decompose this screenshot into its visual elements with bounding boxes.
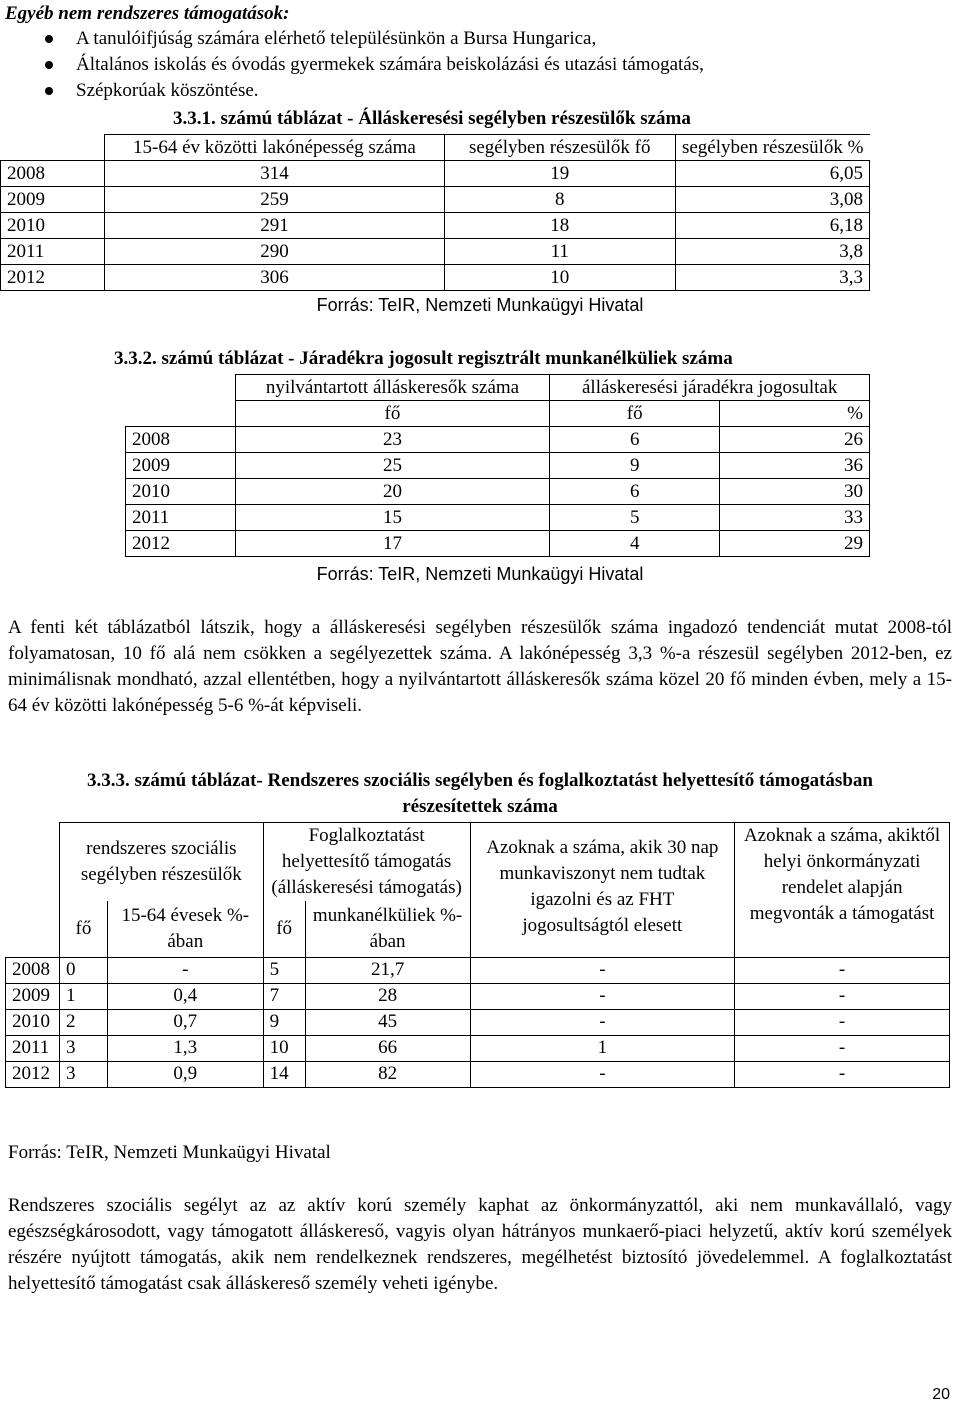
bullet-list (0, 26, 704, 104)
table-row: 2008 314 19 6,05 (1, 161, 870, 187)
table-row: 2012 306 10 3,3 (1, 265, 870, 291)
table2-source: Forrás: TeIR, Nemzeti Munkaügyi Hivatal (316, 564, 644, 584)
table3-subheader: fő (59, 901, 107, 957)
table-row: 2011 15 5 33 (126, 505, 870, 531)
table3-source: Forrás: TeIR, Nemzeti Munkaügyi Hivatal (8, 1142, 331, 1163)
table2 (125, 374, 870, 557)
list-item: Általános iskolás és óvodás gyermekek számára beiskolázási és utazási támogatás, (0, 52, 704, 78)
table-row: 2011 3 1,3 10 66 1 - (6, 1035, 950, 1061)
table3 (5, 822, 950, 1088)
table3-group-header: Azoknak a száma, akiktől helyi önkormányzati rendelet alapján megvonták a támogatást (735, 823, 950, 958)
table3-group-header: Foglalkoztatást helyettesítő támogatás (álláskeresési támogatás) (263, 823, 470, 902)
table-row: 2011 290 11 3,8 (1, 239, 870, 265)
section-title: Egyéb nem rendszeres támogatások: (5, 3, 290, 24)
table1-title: 3.3.1. számú táblázat - Álláskeresési segélyben részesülők száma (173, 108, 691, 129)
table2-header: nyilvántartott álláskeresők száma (235, 375, 550, 401)
table1-header: segélyben részesülők % (675, 135, 869, 161)
table2-subheader: fő (550, 401, 720, 427)
table3-subheader: munkanélküliek %-ában (305, 901, 470, 957)
table-row: 2012 3 0,9 14 82 - - (6, 1061, 950, 1087)
table-row: 2009 259 8 3,08 (1, 187, 870, 213)
table1-corner (1, 135, 105, 161)
table2-header: álláskeresési járadékra jogosultak (550, 375, 870, 401)
table3-title-line2: részesítettek száma (402, 796, 558, 817)
table-row: 2009 1 0,4 7 28 - - (6, 983, 950, 1009)
table3-group-header: rendszeres szociális segélyben részesülők (59, 823, 263, 902)
table2-subheader: fő (235, 401, 550, 427)
definition-paragraph: Rendszeres szociális segélyt az az aktív korú személy kaphat az önkormányzattól, aki nem munkavállaló, vagy egészségkárosodott, vagy támogatott álláskereső, vagyis olyan hátrányos munkaerő-piaci helyzetű, aktív korú személyek részére nyújtott támogatás, akik nem rendelkeznek rendszeres, megélhetést biztosító jövedelemmel. A foglalkoztatást helyettesítő támogatást csak álláskereső személy veheti igénybe. (8, 1195, 952, 1294)
table3-group-header: Azoknak a száma, akik 30 nap munkaviszonyt nem tudtak igazolni és az FHT jogosultságtól elesett (470, 823, 735, 958)
table2-title: 3.3.2. számú táblázat - Járadékra jogosult regisztrált munkanélküliek száma (114, 348, 733, 369)
analysis-paragraph: A fenti két táblázatból látszik, hogy a álláskeresési segélyben részesülők száma ingadozó tendenciát mutat 2008-tól folyamatosan, 10 fő alá nem csökken a segélyezettek száma. A lakónépesség 3,3 %-a részesül segélyben 2012-ben, ez minimálisnak mondható, azzal ellentétben, hogy a nyilvántartott álláskeresők száma közel 20 fő minden évben, mely a 15-64 év közötti lakónépesség 5-6 %-át képviseli. (8, 617, 952, 716)
list-item: Szépkorúak köszöntése. (0, 78, 704, 104)
table1-source: Forrás: TeIR, Nemzeti Munkaügyi Hivatal (316, 295, 644, 315)
table1 (0, 134, 870, 291)
table-row: 2009 25 9 36 (126, 453, 870, 479)
table-row: 2010 20 6 30 (126, 479, 870, 505)
table-row: 2008 0 - 5 21,7 - - (6, 957, 950, 983)
table3-subheader: 15-64 évesek %-ában (107, 901, 263, 957)
table-row: 2010 2 0,7 9 45 - - (6, 1009, 950, 1035)
table-row: 2008 23 6 26 (126, 427, 870, 453)
table1-header: 15-64 év közötti lakónépesség száma (105, 135, 444, 161)
table-row: 2012 17 4 29 (126, 531, 870, 557)
table1-header: segélyben részesülők fő (444, 135, 675, 161)
table3-title-line1: 3.3.3. számú táblázat- Rendszeres szociális segélyben és foglalkoztatást helyettesítő támogatásban (87, 770, 873, 791)
table2-subheader: % (720, 401, 870, 427)
table3-subheader: fő (263, 901, 305, 957)
table-row: 2010 291 18 6,18 (1, 213, 870, 239)
list-item: A tanulóifjúság számára elérhető településünkön a Bursa Hungarica, (0, 26, 704, 52)
page-number: 20 (932, 1386, 950, 1403)
